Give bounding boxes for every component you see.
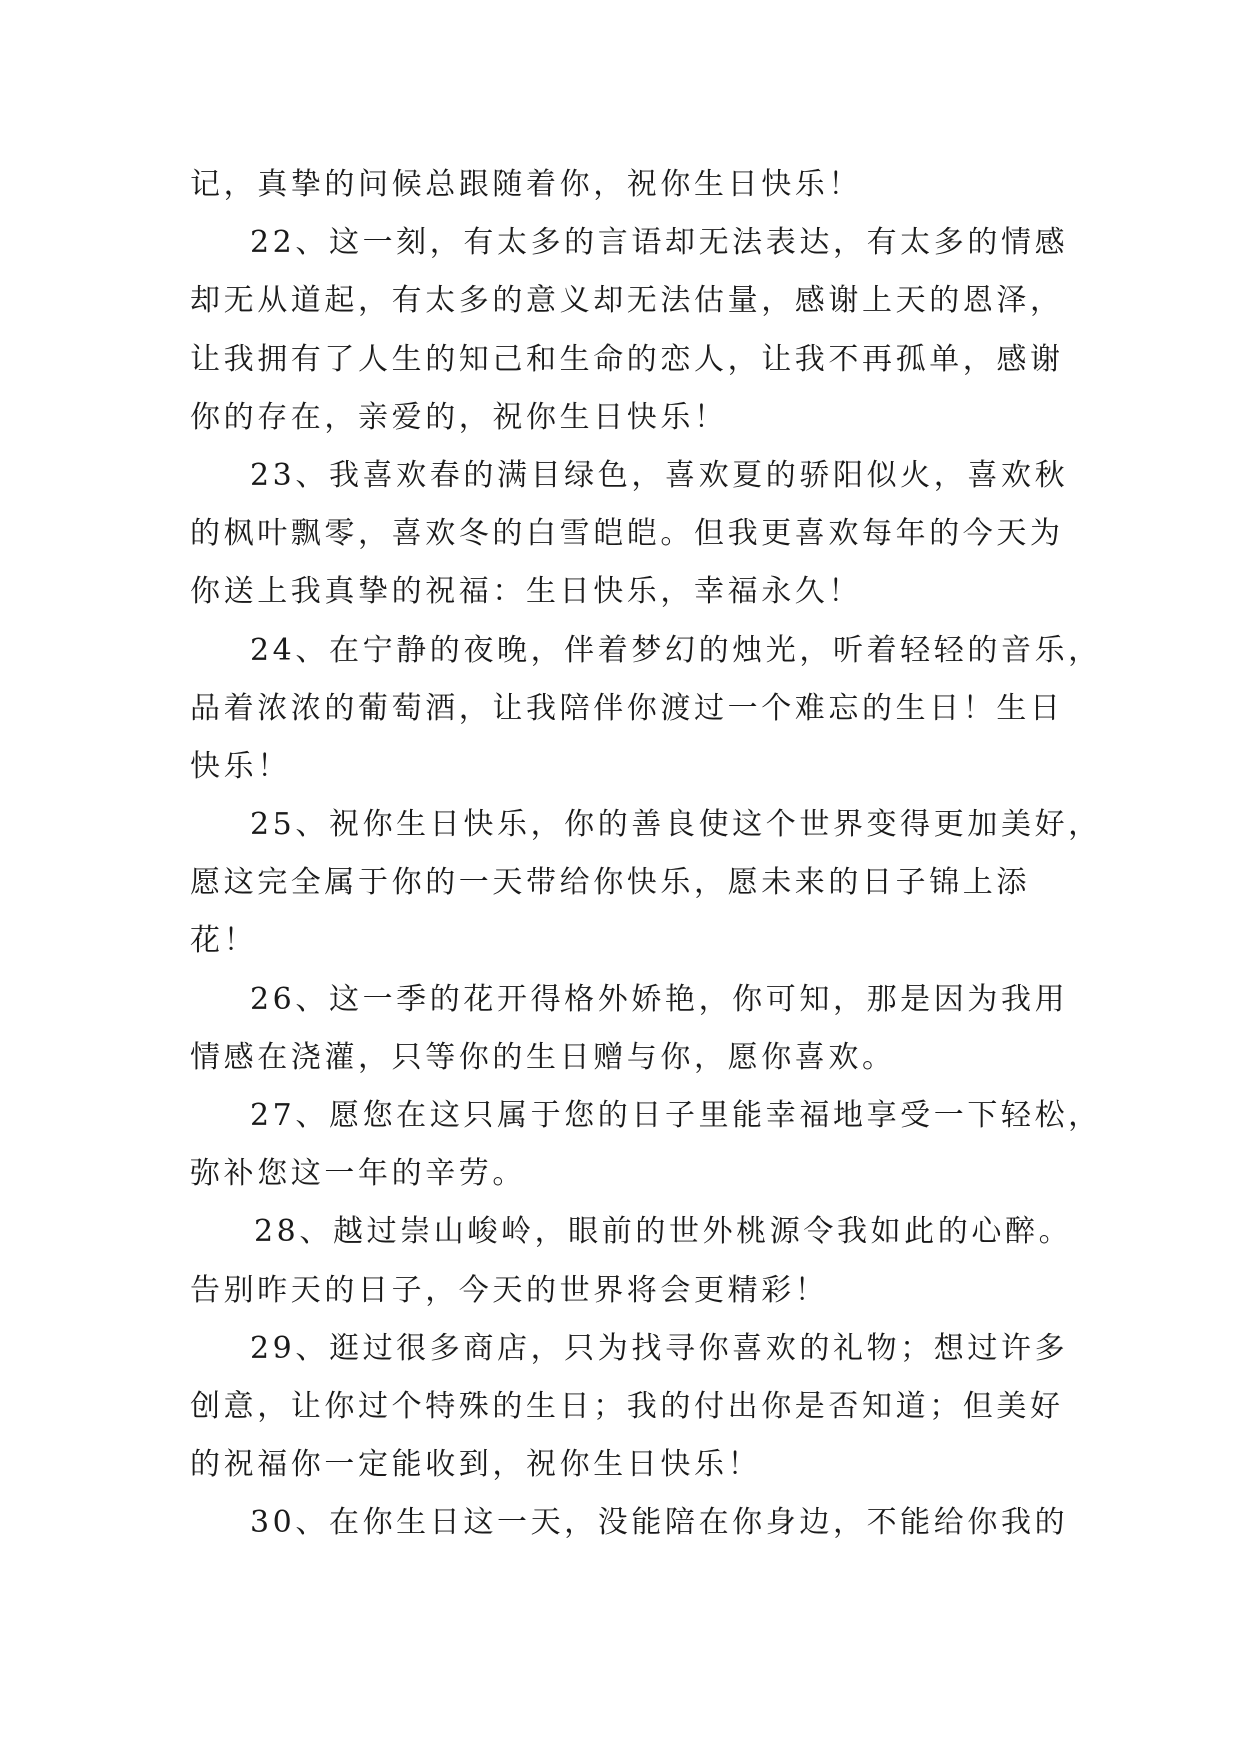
text-line: 却无从道起，有太多的意义却无法估量，感谢上天的恩泽， xyxy=(190,283,1064,319)
text-line: 的枫叶飘零，喜欢冬的白雪皑皑。但我更喜欢每年的今天为 xyxy=(190,516,1064,552)
text-line: 告别昨天的日子，今天的世界将会更精彩！ xyxy=(190,1272,829,1308)
text-line: 让我拥有了人生的知己和生命的恋人，让我不再孤单，感谢 xyxy=(190,341,1064,377)
document-body xyxy=(190,156,1102,1553)
text-line: 弥补您这一年的辛劳。 xyxy=(190,1156,526,1192)
paragraph-start-22: 22、这一刻，有太多的言语却无法表达，有太多的情感 xyxy=(250,225,1069,261)
paragraph-start-23: 23、我喜欢春的满目绿色，喜欢夏的骄阳似火，喜欢秋 xyxy=(250,457,1069,493)
paragraph-start-28: 28、越过崇山峻岭，眼前的世外桃源令我如此的心醉。 xyxy=(254,1214,1073,1250)
text-line: 情感在浇灌，只等你的生日赠与你，愿你喜欢。 xyxy=(190,1039,896,1075)
text-line: 记，真挚的问候总跟随着你，祝你生日快乐！ xyxy=(190,167,862,202)
text-line: 愿这完全属于你的一天带给你快乐，愿未来的日子锦上添 xyxy=(190,865,1030,901)
text-line: 品着浓浓的葡萄酒，让我陪伴你渡过一个难忘的生日！生日 xyxy=(190,690,1064,726)
text-line: 花！ xyxy=(190,923,258,959)
text-line: 的祝福你一定能收到，祝你生日快乐！ xyxy=(190,1447,762,1483)
text-line: 创意，让你过个特殊的生日；我的付出你是否知道；但美好 xyxy=(190,1388,1064,1424)
text-line: 你送上我真挚的祝福：生日快乐，幸福永久！ xyxy=(190,574,862,610)
paragraph-start-27: 27、愿您在这只属于您的日子里能幸福地享受一下轻松， xyxy=(250,1098,1102,1133)
paragraph-start-24: 24、在宁静的夜晚，伴着梦幻的烛光，听着轻轻的音乐， xyxy=(250,632,1102,668)
paragraph-start-26: 26、这一季的花开得格外娇艳，你可知，那是因为我用 xyxy=(250,981,1069,1017)
paragraph-start-30: 30、在你生日这一天，没能陪在你身边，不能给你我的 xyxy=(250,1505,1069,1541)
text-line: 快乐！ xyxy=(190,748,291,784)
paragraph-start-25: 25、祝你生日快乐，你的善良使这个世界变得更加美好， xyxy=(250,807,1102,843)
paragraph-start-29: 29、逛过很多商店，只为找寻你喜欢的礼物；想过许多 xyxy=(250,1330,1069,1366)
text-line: 你的存在，亲爱的，祝你生日快乐！ xyxy=(190,399,728,435)
